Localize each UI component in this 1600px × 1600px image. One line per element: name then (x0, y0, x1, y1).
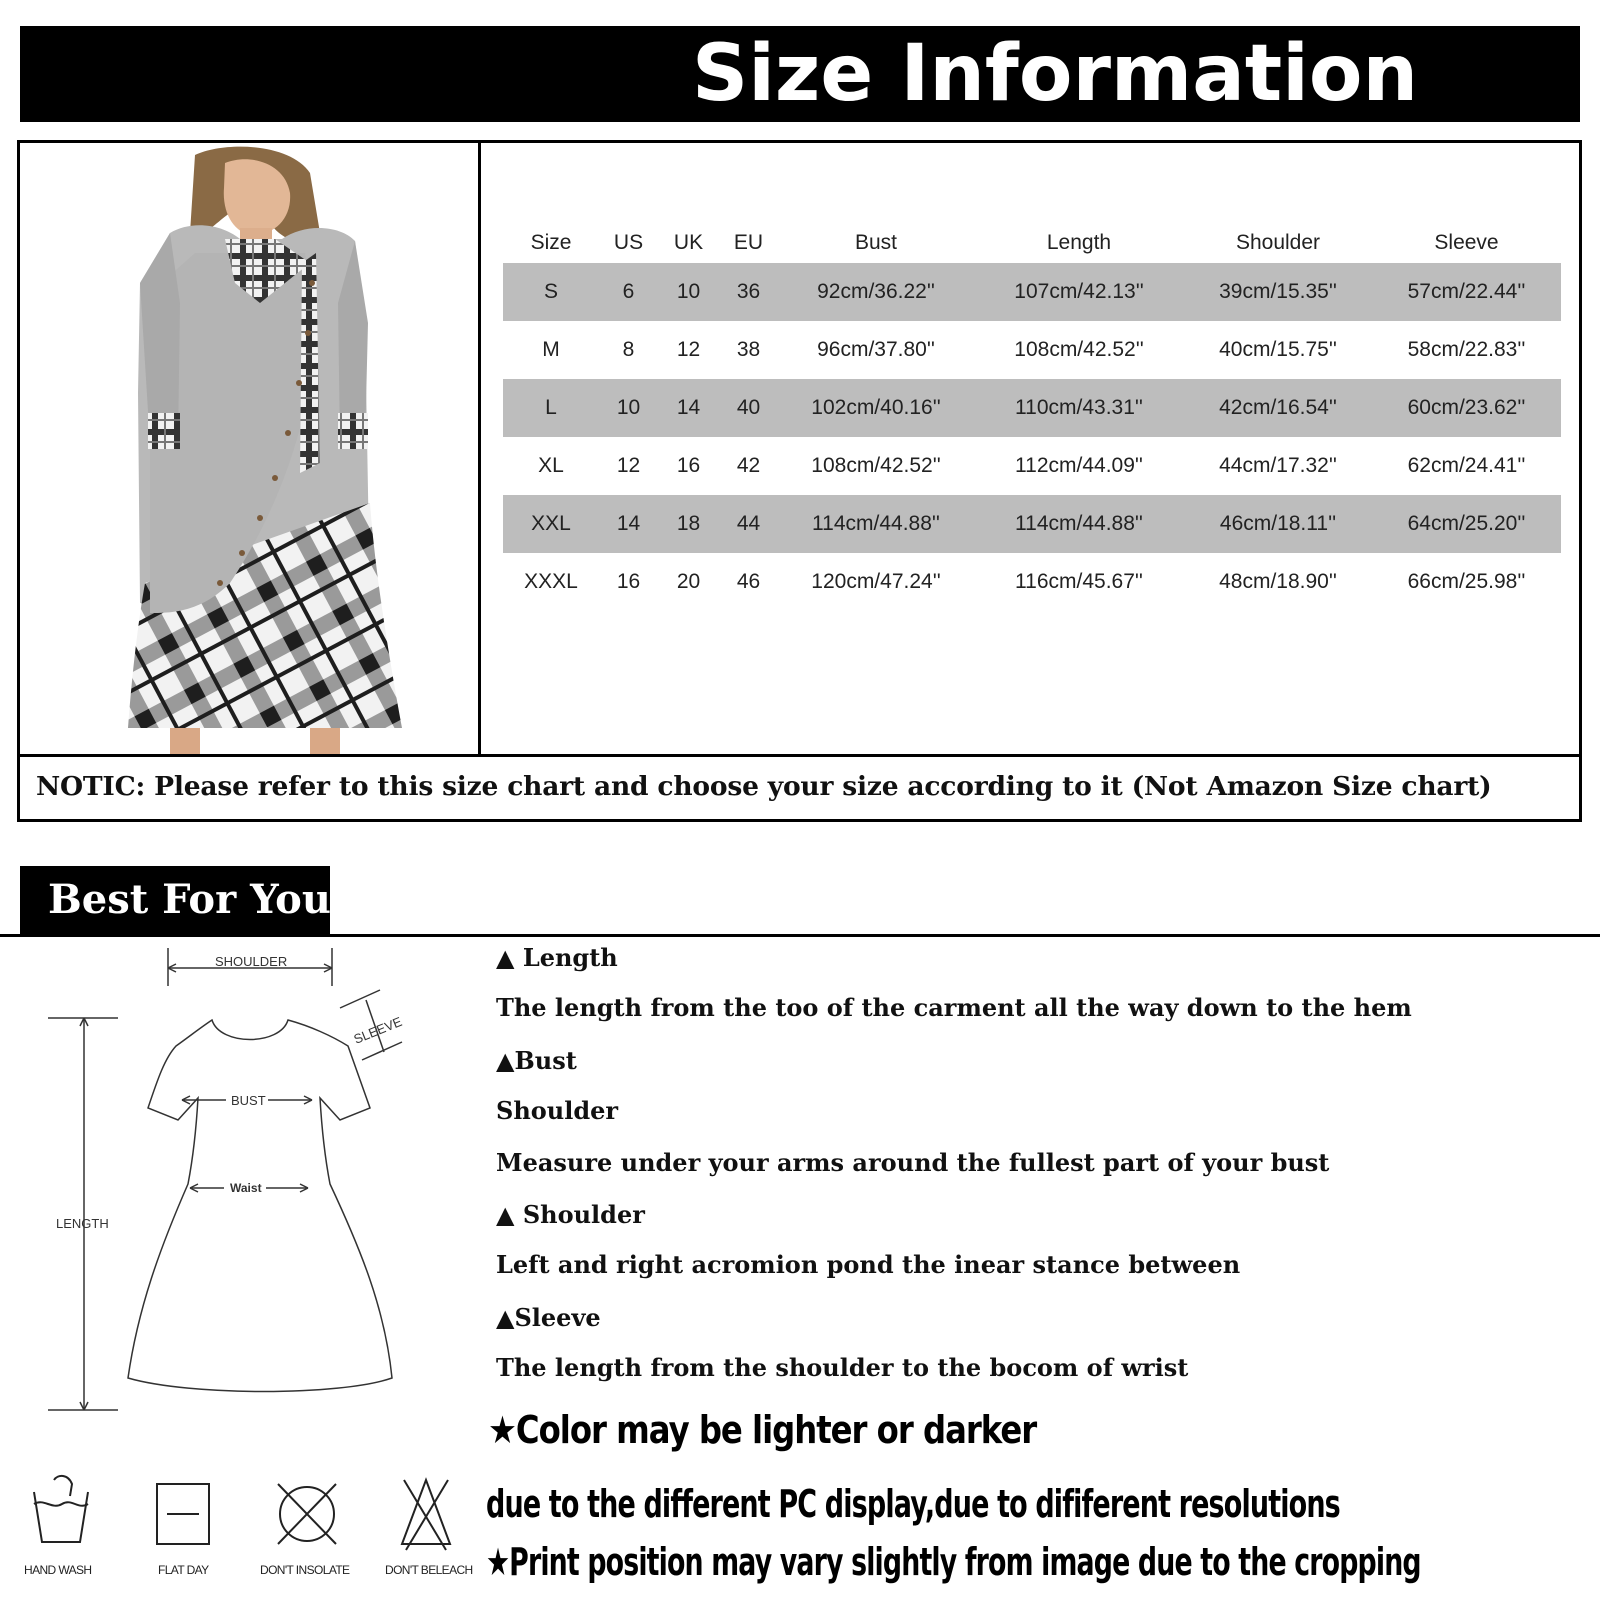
table-cell: 102cm/40.16'' (811, 396, 941, 419)
measure-text-sleeve: The length from the shoulder to the bocom of wrist (496, 1353, 1189, 1382)
table-cell: 48cm/18.90'' (1219, 570, 1337, 593)
table-cell: 16 (676, 454, 701, 477)
notice-row (20, 754, 1579, 819)
table-header-row (503, 223, 1561, 263)
table-cell: 38 (736, 338, 761, 361)
table-cell: L (545, 396, 557, 419)
table-cell: 10 (616, 396, 641, 419)
table-cell: 46cm/18.11'' (1219, 512, 1337, 535)
table-row (503, 437, 1561, 495)
table-cell: 36 (736, 280, 761, 303)
table-cell: XXXL (524, 570, 578, 593)
shoulder-label: SHOULDER (215, 954, 288, 969)
measure-heading-shoulder: ▲ Shoulder (496, 1200, 645, 1229)
table-row (503, 495, 1561, 553)
bust-label: BUST (231, 1093, 266, 1108)
care-label: DON'T INSOLATE (260, 1563, 350, 1577)
flat-dry-icon (157, 1484, 209, 1544)
table-cell: 108cm/42.52'' (811, 454, 941, 477)
measure-text-shoulder: Left and right acromion pond the inear stance between (496, 1250, 1241, 1279)
section-divider (0, 934, 1600, 937)
best-for-you-tab (20, 866, 330, 936)
dont-bleach-icon (402, 1480, 450, 1550)
dont-insolate-icon (278, 1484, 336, 1544)
table-cell: 64cm/25.20'' (1407, 512, 1526, 535)
length-label: LENGTH (56, 1216, 109, 1231)
sleeve-label: SLEEVE (351, 1013, 405, 1047)
table-cell: 12 (616, 454, 641, 477)
table-cell: 60cm/23.62'' (1407, 396, 1526, 419)
table-cell: 42 (736, 454, 761, 477)
table-cell: S (543, 280, 558, 303)
measure-heading-sleeve: ▲Sleeve (496, 1303, 601, 1332)
waist-label: Waist (230, 1181, 262, 1195)
care-label: FLAT DAY (158, 1563, 209, 1577)
column-header: US (613, 231, 644, 254)
table-cell: 20 (676, 570, 701, 593)
table-cell: 6 (622, 280, 635, 303)
column-header: Bust (854, 231, 898, 254)
dress-measurement-diagram (40, 948, 430, 1428)
table-cell: M (542, 338, 560, 361)
table-cell: 42cm/16.54'' (1219, 396, 1337, 419)
care-label: HAND WASH (24, 1563, 92, 1577)
table-cell: 40 (736, 396, 761, 419)
table-cell: XL (538, 454, 564, 477)
column-header: Shoulder (1235, 231, 1321, 254)
table-row (503, 321, 1561, 379)
table-cell: 96cm/37.80'' (817, 338, 935, 361)
column-header: EU (733, 231, 764, 254)
care-label: DON'T BELEACH (385, 1563, 473, 1577)
size-table (503, 223, 1561, 611)
table-cell: 66cm/25.98'' (1407, 570, 1526, 593)
table-cell: 10 (676, 280, 701, 303)
table-cell: 107cm/42.13'' (1014, 280, 1144, 303)
column-header: Size (530, 231, 572, 254)
table-cell: 18 (676, 512, 701, 535)
page-title: Size Information (692, 29, 1418, 119)
size-notice: NOTIC: Please refer to this size chart and choose your size according to it (Not Amazon Size chart) (36, 771, 1492, 802)
table-cell: 112cm/44.09'' (1015, 454, 1143, 477)
measure-text-length: The length from the too of the carment all the way down to the hem (496, 993, 1412, 1022)
table-cell: 44cm/17.32'' (1219, 454, 1337, 477)
best-for-you-title: Best For You (48, 876, 331, 923)
table-cell: 14 (676, 396, 701, 419)
measure-heading-bust: ▲Bust (496, 1046, 577, 1075)
table-cell: 92cm/36.22'' (817, 280, 935, 303)
care-icons (20, 1470, 480, 1590)
table-cell: 57cm/22.44'' (1407, 280, 1526, 303)
table-row (503, 379, 1561, 437)
table-cell: XXL (531, 512, 571, 535)
measure-text-bust: Measure under your arms around the fullest part of your bust (496, 1148, 1330, 1177)
table-cell: 8 (622, 338, 635, 361)
table-row (503, 553, 1561, 611)
table-cell: 110cm/43.31'' (1015, 396, 1143, 419)
column-header: Sleeve (1434, 231, 1499, 254)
table-cell: 116cm/45.67'' (1015, 570, 1143, 593)
table-cell: 40cm/15.75'' (1219, 338, 1337, 361)
measure-heading-length: ▲ Length (496, 943, 618, 972)
hand-wash-icon (34, 1476, 88, 1542)
table-cell: 114cm/44.88'' (1015, 512, 1143, 535)
table-cell: 120cm/47.24'' (811, 570, 941, 593)
measure-text-bust-shoulder: Shoulder (496, 1096, 619, 1125)
table-row (503, 263, 1561, 321)
column-header: UK (673, 231, 704, 254)
table-cell: 114cm/44.88'' (812, 512, 940, 535)
table-cell: 16 (616, 570, 641, 593)
table-cell: 12 (676, 338, 701, 361)
color-note: ★Color may be lighter or darker (488, 1408, 1037, 1452)
table-cell: 108cm/42.52'' (1014, 338, 1144, 361)
table-cell: 46 (736, 570, 761, 593)
table-cell: 39cm/15.35'' (1219, 280, 1337, 303)
size-information-header (20, 26, 1580, 122)
table-cell: 58cm/22.83'' (1407, 338, 1526, 361)
table-cell: 44 (736, 512, 761, 535)
column-header: Length (1046, 231, 1112, 254)
dress-photo (20, 143, 478, 754)
table-cell: 62cm/24.41'' (1407, 454, 1526, 477)
display-note: due to the different PC display,due to dififerent resolutions (486, 1482, 1340, 1526)
product-photo-cell (20, 143, 481, 754)
print-position-note: ★Print position may vary slightly from image due to the cropping (486, 1540, 1421, 1584)
table-cell: 14 (616, 512, 641, 535)
